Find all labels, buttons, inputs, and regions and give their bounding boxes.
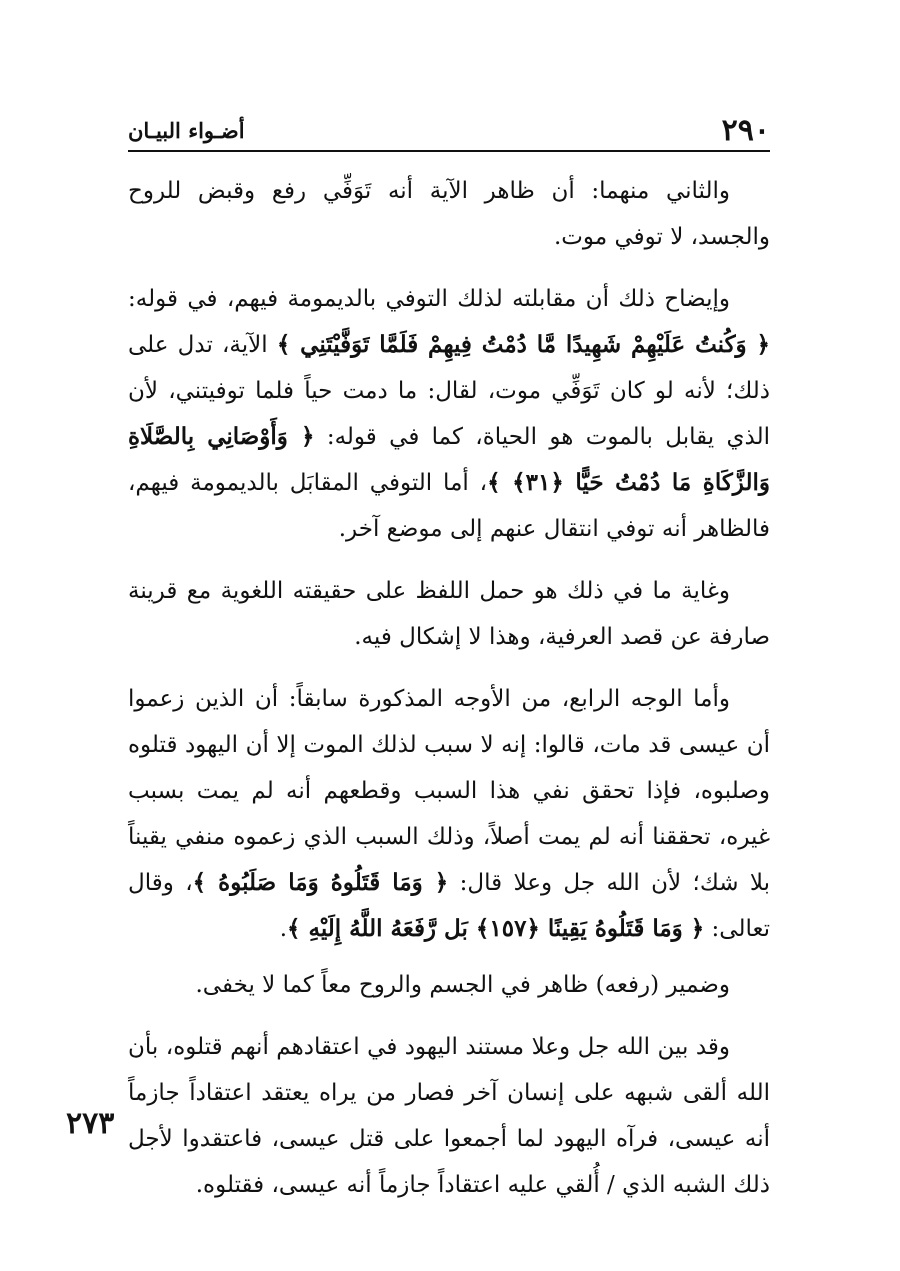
page-number: ٢٩٠ — [721, 112, 770, 148]
margin-page-reference: ٢٧٣ — [66, 1106, 115, 1141]
paragraph-text: وقد بين الله جل وعلا مستند اليهود في اعتقادهم أنهم قتلوه، بأن الله ألقى شبهه على إنسان آخر فصار من يراه يعتقد اعتقاداً جازماً أنه عيسى، فرآه اليهود لما أجمعوا على قتل عيسى، فاعتقدوا لأجل ذلك الشبه الذي / أُلقي عليه اعتقاداً جازماً أنه عيسى، فقتلوه. — [128, 1034, 770, 1198]
paragraph-1 — [128, 168, 770, 260]
quran-verse: ﴿ وَمَا قَتَلُوهُ يَقِينًا ﴿١٥٧﴾ بَل رَّفَعَهُ اللَّهُ إِلَيْهِ ﴾ — [287, 915, 705, 942]
paragraph-text: والثاني منهما: أن ظاهر الآية أنه تَوَفِّي رفع وقبض للروح والجسد، لا توفي موت. — [128, 178, 770, 250]
page-body — [128, 168, 770, 1224]
page-header — [128, 112, 770, 148]
paragraph-4 — [128, 676, 770, 952]
paragraph-text: ، أما التوفي المقابَل بالديمومة فيهم، فالظاهر أنه توفي انتقال عنهم إلى موضع آخر. — [128, 470, 770, 542]
paragraph-6 — [128, 1024, 770, 1208]
quran-verse: ﴿ وَأَوْصَانِي بِالصَّلَاةِ وَالزَّكَاةِ مَا دُمْتُ حَيًّا ﴿٣١﴾ ﴾ — [128, 423, 770, 496]
paragraph-text: وضمير (رفعه) ظاهر في الجسم والروح معاً كما لا يخفى. — [195, 972, 730, 998]
quran-verse: ﴿ وَمَا قَتَلُوهُ وَمَا صَلَبُوهُ ﴾ — [192, 869, 449, 896]
paragraph-3 — [128, 568, 770, 660]
paragraph-2 — [128, 276, 770, 552]
paragraph-text: وأما الوجه الرابع، من الأوجه المذكورة سابقاً: أن الذين زعموا أن عيسى قد مات، قالوا: إنه لا سبب لذلك الموت إلا أن اليهود قتلوه وصلبوه، فإذا تحقق نفي هذا السبب وقطعهم أنه لم يمت بسبب غيره، تحققنا أنه لم يمت أصلاً، وذلك السبب الذي زعموه منفي يقيناً بلا شك؛ لأن الله جل وعلا قال: — [128, 686, 770, 896]
header-rule — [128, 150, 770, 152]
paragraph-text: وإيضاح ذلك أن مقابلته لذلك التوفي بالديمومة فيهم، في قوله: — [128, 286, 730, 312]
book-title: أضـواء البيـان — [128, 117, 245, 143]
paragraph-text: ، وقال تعالى: — [128, 870, 770, 942]
paragraph-text: الآية، تدل على ذلك؛ لأنه لو كان تَوَفِّي موت، لقال: ما دمت حياً فلما توفيتني، لأن الذي يقابل بالموت هو الحياة، كما في قوله: — [128, 332, 770, 450]
paragraph-text: وغاية ما في ذلك هو حمل اللفظ على حقيقته اللغوية مع قرينة صارفة عن قصد العرفية، وهذا لا إشكال فيه. — [128, 578, 770, 650]
paragraph-5 — [128, 962, 770, 1008]
quran-verse: ﴿ وَكُنتُ عَلَيْهِمْ شَهِيدًا مَّا دُمْتُ فِيهِمْ فَلَمَّا تَوَفَّيْتَنِي ﴾ — [276, 331, 770, 358]
paragraph-text: . — [279, 916, 287, 942]
